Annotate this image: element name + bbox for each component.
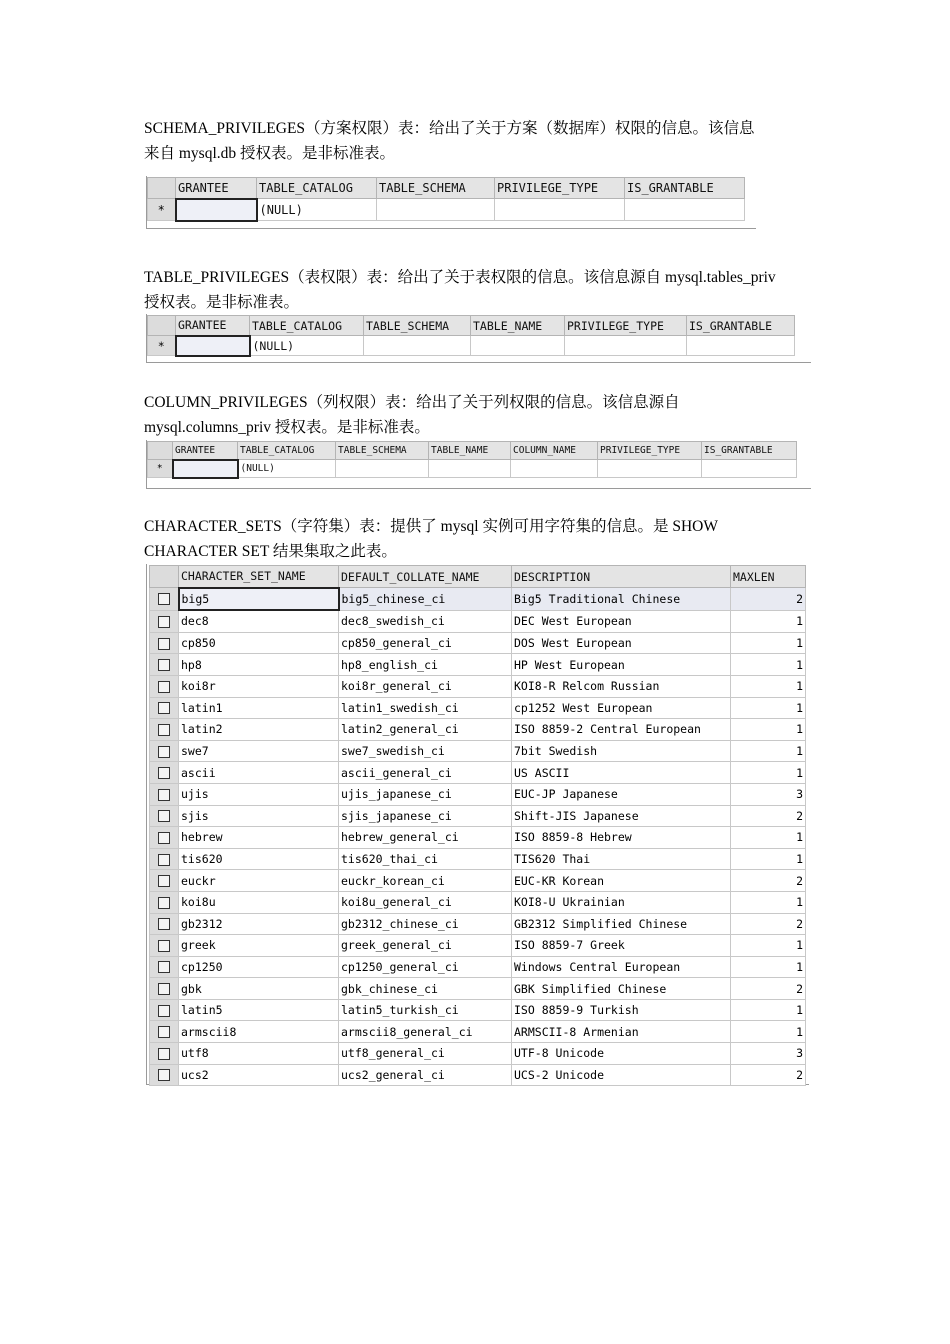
- description-cell[interactable]: ISO 8859-9 Turkish: [512, 999, 731, 1021]
- column-header[interactable]: TABLE_SCHEMA: [364, 316, 471, 336]
- description-line: 授权表。是非标准表。: [144, 294, 300, 311]
- row-checkbox[interactable]: [158, 702, 170, 714]
- column-header[interactable]: IS_GRANTABLE: [702, 442, 797, 460]
- row-checkbox[interactable]: [158, 897, 170, 909]
- character-sets-rows: [150, 588, 806, 1086]
- charset-name-cell[interactable]: tis620: [179, 848, 339, 870]
- collation-cell[interactable]: dec8_swedish_ci: [339, 610, 512, 632]
- table-row[interactable]: [150, 913, 806, 935]
- maxlen-cell[interactable]: 3: [731, 783, 806, 805]
- column-privileges-description: [144, 390, 812, 440]
- grid-corner: [148, 178, 176, 199]
- row-checkbox[interactable]: [158, 854, 170, 866]
- row-selector[interactable]: [150, 999, 179, 1021]
- row-selector[interactable]: [150, 1043, 179, 1065]
- row-selector[interactable]: [150, 762, 179, 784]
- table-row[interactable]: [150, 956, 806, 978]
- description-cell[interactable]: EUC-KR Korean: [512, 870, 731, 892]
- charset-name-cell[interactable]: dec8: [179, 610, 339, 632]
- maxlen-cell[interactable]: 1: [731, 740, 806, 762]
- row-checkbox[interactable]: [158, 983, 170, 995]
- collation-cell[interactable]: latin1_swedish_ci: [339, 697, 512, 719]
- description-cell[interactable]: UCS-2 Unicode: [512, 1064, 731, 1086]
- row-selector[interactable]: [150, 956, 179, 978]
- column-header[interactable]: TABLE_SCHEMA: [377, 178, 495, 199]
- charset-name-cell[interactable]: latin2: [179, 719, 339, 741]
- row-selector[interactable]: [150, 588, 179, 611]
- row-selector[interactable]: [150, 827, 179, 849]
- table-row[interactable]: [150, 1021, 806, 1043]
- row-checkbox[interactable]: [158, 1069, 170, 1081]
- collation-cell[interactable]: koi8r_general_ci: [339, 675, 512, 697]
- table-row[interactable]: [150, 762, 806, 784]
- charset-name-cell[interactable]: gb2312: [179, 913, 339, 935]
- column-header[interactable]: DEFAULT_COLLATE_NAME: [339, 566, 512, 588]
- collation-cell[interactable]: tis620_thai_ci: [339, 848, 512, 870]
- table-row[interactable]: [150, 891, 806, 913]
- row-checkbox[interactable]: [158, 724, 170, 736]
- table-row[interactable]: [150, 935, 806, 957]
- description-cell[interactable]: US ASCII: [512, 762, 731, 784]
- maxlen-cell[interactable]: 1: [731, 891, 806, 913]
- maxlen-cell[interactable]: 2: [731, 588, 806, 611]
- table-row[interactable]: [150, 697, 806, 719]
- row-selector[interactable]: [150, 1021, 179, 1043]
- collation-cell[interactable]: swe7_swedish_ci: [339, 740, 512, 762]
- grid-corner: [150, 566, 179, 588]
- description-cell[interactable]: Windows Central European: [512, 956, 731, 978]
- row-selector[interactable]: [150, 719, 179, 741]
- row-selector[interactable]: [150, 913, 179, 935]
- column-header[interactable]: IS_GRANTABLE: [687, 316, 795, 336]
- charset-name-cell[interactable]: greek: [179, 935, 339, 957]
- charset-name-cell[interactable]: ujis: [179, 783, 339, 805]
- row-selector[interactable]: [150, 697, 179, 719]
- null-cell[interactable]: (NULL): [250, 336, 364, 356]
- row-selector[interactable]: [150, 935, 179, 957]
- collation-cell[interactable]: ujis_japanese_ci: [339, 783, 512, 805]
- row-checkbox[interactable]: [158, 767, 170, 779]
- description-cell[interactable]: KOI8-U Ukrainian: [512, 891, 731, 913]
- current-cell[interactable]: [173, 460, 238, 478]
- row-selector[interactable]: [150, 675, 179, 697]
- column-header[interactable]: DESCRIPTION: [512, 566, 731, 588]
- row-checkbox[interactable]: [158, 681, 170, 693]
- collation-cell[interactable]: euckr_korean_ci: [339, 870, 512, 892]
- collation-cell[interactable]: greek_general_ci: [339, 935, 512, 957]
- charset-name-cell[interactable]: cp1250: [179, 956, 339, 978]
- description-cell[interactable]: ARMSCII-8 Armenian: [512, 1021, 731, 1043]
- description-cell[interactable]: DEC West European: [512, 610, 731, 632]
- row-selector[interactable]: [150, 654, 179, 676]
- grid-cell[interactable]: [336, 460, 429, 478]
- row-checkbox[interactable]: [158, 789, 170, 801]
- column-header[interactable]: GRANTEE: [176, 178, 257, 199]
- charset-name-cell[interactable]: koi8u: [179, 891, 339, 913]
- grid-cell[interactable]: [429, 460, 511, 478]
- maxlen-cell[interactable]: 1: [731, 675, 806, 697]
- charset-name-cell[interactable]: armscii8: [179, 1021, 339, 1043]
- description-line: COLUMN_PRIVILEGES（列权限）表：给出了关于列权限的信息。该信息源自: [144, 394, 680, 411]
- description-cell[interactable]: ISO 8859-2 Central European: [512, 719, 731, 741]
- description-line: mysql.columns_priv 授权表。是非标准表。: [144, 419, 430, 436]
- row-checkbox[interactable]: [158, 832, 170, 844]
- column-header[interactable]: COLUMN_NAME: [511, 442, 598, 460]
- description-cell[interactable]: KOI8-R Relcom Russian: [512, 675, 731, 697]
- charset-name-cell[interactable]: euckr: [179, 870, 339, 892]
- maxlen-cell[interactable]: 1: [731, 999, 806, 1021]
- row-checkbox[interactable]: [158, 810, 170, 822]
- collation-cell[interactable]: latin2_general_ci: [339, 719, 512, 741]
- grid-cell[interactable]: [377, 199, 495, 221]
- table-row[interactable]: [150, 783, 806, 805]
- row-checkbox[interactable]: [158, 593, 170, 605]
- description-cell[interactable]: cp1252 West European: [512, 697, 731, 719]
- column-header[interactable]: TABLE_CATALOG: [238, 442, 336, 460]
- collation-cell[interactable]: cp850_general_ci: [339, 632, 512, 654]
- description-cell[interactable]: Shift-JIS Japanese: [512, 805, 731, 827]
- row-selector[interactable]: [150, 870, 179, 892]
- row-selector[interactable]: [150, 978, 179, 1000]
- table-row[interactable]: [150, 588, 806, 611]
- maxlen-cell[interactable]: 2: [731, 913, 806, 935]
- row-checkbox[interactable]: [158, 1026, 170, 1038]
- grid-cell[interactable]: [364, 336, 471, 356]
- charset-name-cell[interactable]: hebrew: [179, 827, 339, 849]
- collation-cell[interactable]: ascii_general_ci: [339, 762, 512, 784]
- grid-corner: [148, 442, 173, 460]
- description-cell[interactable]: EUC-JP Japanese: [512, 783, 731, 805]
- current-cell[interactable]: [176, 199, 257, 221]
- collation-cell[interactable]: gb2312_chinese_ci: [339, 913, 512, 935]
- description-cell[interactable]: HP West European: [512, 654, 731, 676]
- charset-name-cell[interactable]: sjis: [179, 805, 339, 827]
- table-row[interactable]: [150, 1043, 806, 1065]
- grid-cell[interactable]: [687, 336, 795, 356]
- collation-cell[interactable]: armscii8_general_ci: [339, 1021, 512, 1043]
- row-selector[interactable]: [150, 783, 179, 805]
- table-row[interactable]: [150, 719, 806, 741]
- maxlen-cell[interactable]: 1: [731, 935, 806, 957]
- collation-cell[interactable]: hp8_english_ci: [339, 654, 512, 676]
- row-checkbox[interactable]: [158, 875, 170, 887]
- column-header[interactable]: GRANTEE: [176, 316, 250, 336]
- row-checkbox[interactable]: [158, 961, 170, 973]
- column-header[interactable]: TABLE_NAME: [429, 442, 511, 460]
- maxlen-cell[interactable]: 2: [731, 978, 806, 1000]
- column-header[interactable]: TABLE_NAME: [471, 316, 565, 336]
- column-header[interactable]: CHARACTER_SET_NAME: [179, 566, 339, 588]
- description-cell[interactable]: DOS West European: [512, 632, 731, 654]
- description-cell[interactable]: GBK Simplified Chinese: [512, 978, 731, 1000]
- table-row[interactable]: [150, 827, 806, 849]
- column-header[interactable]: PRIVILEGE_TYPE: [565, 316, 687, 336]
- maxlen-cell[interactable]: 2: [731, 870, 806, 892]
- current-cell[interactable]: [176, 336, 250, 356]
- row-selector[interactable]: [150, 740, 179, 762]
- description-line: 来自 mysql.db 授权表。是非标准表。: [144, 145, 396, 162]
- grid-corner: [148, 316, 176, 336]
- description-line: CHARACTER_SETS（字符集）表：提供了 mysql 实例可用字符集的信息。是 SHOW: [144, 518, 718, 535]
- description-cell[interactable]: TIS620 Thai: [512, 848, 731, 870]
- charset-name-cell[interactable]: ucs2: [179, 1064, 339, 1086]
- table-row[interactable]: [150, 740, 806, 762]
- table-row[interactable]: [150, 978, 806, 1000]
- table-row[interactable]: [150, 1064, 806, 1086]
- table-privileges-description: [144, 265, 812, 315]
- description-cell[interactable]: UTF-8 Unicode: [512, 1043, 731, 1065]
- charset-name-cell[interactable]: ascii: [179, 762, 339, 784]
- row-selector[interactable]: [150, 891, 179, 913]
- row-checkbox[interactable]: [158, 616, 170, 628]
- maxlen-cell[interactable]: 1: [731, 697, 806, 719]
- collation-cell[interactable]: hebrew_general_ci: [339, 827, 512, 849]
- schema-privileges-description: [144, 116, 812, 166]
- column-header[interactable]: IS_GRANTABLE: [625, 178, 745, 199]
- table-row[interactable]: [150, 848, 806, 870]
- charset-name-cell[interactable]: latin1: [179, 697, 339, 719]
- null-cell[interactable]: (NULL): [238, 460, 336, 478]
- maxlen-cell[interactable]: 1: [731, 632, 806, 654]
- charset-name-cell[interactable]: hp8: [179, 654, 339, 676]
- column-header[interactable]: MAXLEN: [731, 566, 806, 588]
- table-row[interactable]: [150, 870, 806, 892]
- charset-name-cell[interactable]: koi8r: [179, 675, 339, 697]
- column-header[interactable]: TABLE_CATALOG: [250, 316, 364, 336]
- charset-name-cell[interactable]: latin5: [179, 999, 339, 1021]
- row-checkbox[interactable]: [158, 659, 170, 671]
- row-selector[interactable]: [150, 848, 179, 870]
- charset-name-cell[interactable]: cp850: [179, 632, 339, 654]
- charset-name-cell[interactable]: gbk: [179, 978, 339, 1000]
- collation-cell[interactable]: koi8u_general_ci: [339, 891, 512, 913]
- maxlen-cell[interactable]: 2: [731, 1064, 806, 1086]
- grid-cell[interactable]: [565, 336, 687, 356]
- table-privileges-grid: [147, 315, 795, 357]
- maxlen-cell[interactable]: 2: [731, 805, 806, 827]
- maxlen-cell[interactable]: 1: [731, 827, 806, 849]
- row-selector[interactable]: [150, 1064, 179, 1086]
- row-checkbox[interactable]: [158, 638, 170, 650]
- row-selector[interactable]: [150, 632, 179, 654]
- grid-cell[interactable]: [702, 460, 797, 478]
- collation-cell[interactable]: sjis_japanese_ci: [339, 805, 512, 827]
- description-cell[interactable]: ISO 8859-7 Greek: [512, 935, 731, 957]
- maxlen-cell[interactable]: 3: [731, 1043, 806, 1065]
- maxlen-cell[interactable]: 1: [731, 1021, 806, 1043]
- table-row[interactable]: [150, 610, 806, 632]
- character-sets-description: [144, 514, 812, 564]
- table-row[interactable]: [150, 632, 806, 654]
- table-row[interactable]: [150, 999, 806, 1021]
- schema-privileges-grid: [147, 177, 745, 222]
- new-row-marker[interactable]: *: [148, 336, 176, 356]
- row-checkbox[interactable]: [158, 918, 170, 930]
- column-header[interactable]: GRANTEE: [173, 442, 238, 460]
- description-cell[interactable]: Big5 Traditional Chinese: [512, 588, 731, 611]
- row-checkbox[interactable]: [158, 1048, 170, 1060]
- charset-name-cell[interactable]: big5: [179, 588, 339, 611]
- column-header[interactable]: TABLE_CATALOG: [257, 178, 377, 199]
- table-row[interactable]: [150, 805, 806, 827]
- maxlen-cell[interactable]: 1: [731, 654, 806, 676]
- collation-cell[interactable]: cp1250_general_ci: [339, 956, 512, 978]
- grid-cell[interactable]: [511, 460, 598, 478]
- null-cell[interactable]: (NULL): [257, 199, 377, 221]
- column-header[interactable]: PRIVILEGE_TYPE: [598, 442, 702, 460]
- row-checkbox[interactable]: [158, 746, 170, 758]
- description-cell[interactable]: GB2312 Simplified Chinese: [512, 913, 731, 935]
- grid-cell[interactable]: [598, 460, 702, 478]
- description-cell[interactable]: ISO 8859-8 Hebrew: [512, 827, 731, 849]
- charset-name-cell[interactable]: swe7: [179, 740, 339, 762]
- grid-cell[interactable]: [495, 199, 625, 221]
- description-line: SCHEMA_PRIVILEGES（方案权限）表：给出了关于方案（数据库）权限的信息。该信息: [144, 120, 755, 137]
- description-line: TABLE_PRIVILEGES（表权限）表：给出了关于表权限的信息。该信息源自 mysql.tables_priv: [144, 269, 776, 286]
- maxlen-cell[interactable]: 1: [731, 848, 806, 870]
- table-row[interactable]: [150, 675, 806, 697]
- column-header[interactable]: TABLE_SCHEMA: [336, 442, 429, 460]
- collation-cell[interactable]: big5_chinese_ci: [339, 588, 512, 611]
- grid-cell[interactable]: [625, 199, 745, 221]
- grid-cell[interactable]: [471, 336, 565, 356]
- description-cell[interactable]: 7bit Swedish: [512, 740, 731, 762]
- collation-cell[interactable]: gbk_chinese_ci: [339, 978, 512, 1000]
- maxlen-cell[interactable]: 1: [731, 956, 806, 978]
- maxlen-cell[interactable]: 1: [731, 719, 806, 741]
- description-line: CHARACTER SET 结果集取之此表。: [144, 543, 397, 560]
- row-checkbox[interactable]: [158, 1005, 170, 1017]
- column-privileges-grid: [147, 441, 797, 479]
- collation-cell[interactable]: ucs2_general_ci: [339, 1064, 512, 1086]
- charset-name-cell[interactable]: utf8: [179, 1043, 339, 1065]
- collation-cell[interactable]: utf8_general_ci: [339, 1043, 512, 1065]
- table-row[interactable]: [150, 654, 806, 676]
- collation-cell[interactable]: latin5_turkish_ci: [339, 999, 512, 1021]
- row-selector[interactable]: [150, 805, 179, 827]
- maxlen-cell[interactable]: 1: [731, 762, 806, 784]
- maxlen-cell[interactable]: 1: [731, 610, 806, 632]
- row-checkbox[interactable]: [158, 940, 170, 952]
- row-selector[interactable]: [150, 610, 179, 632]
- character-sets-grid: [149, 565, 806, 1086]
- column-header[interactable]: PRIVILEGE_TYPE: [495, 178, 625, 199]
- new-row-marker[interactable]: *: [148, 460, 173, 478]
- new-row-marker[interactable]: *: [148, 199, 176, 221]
